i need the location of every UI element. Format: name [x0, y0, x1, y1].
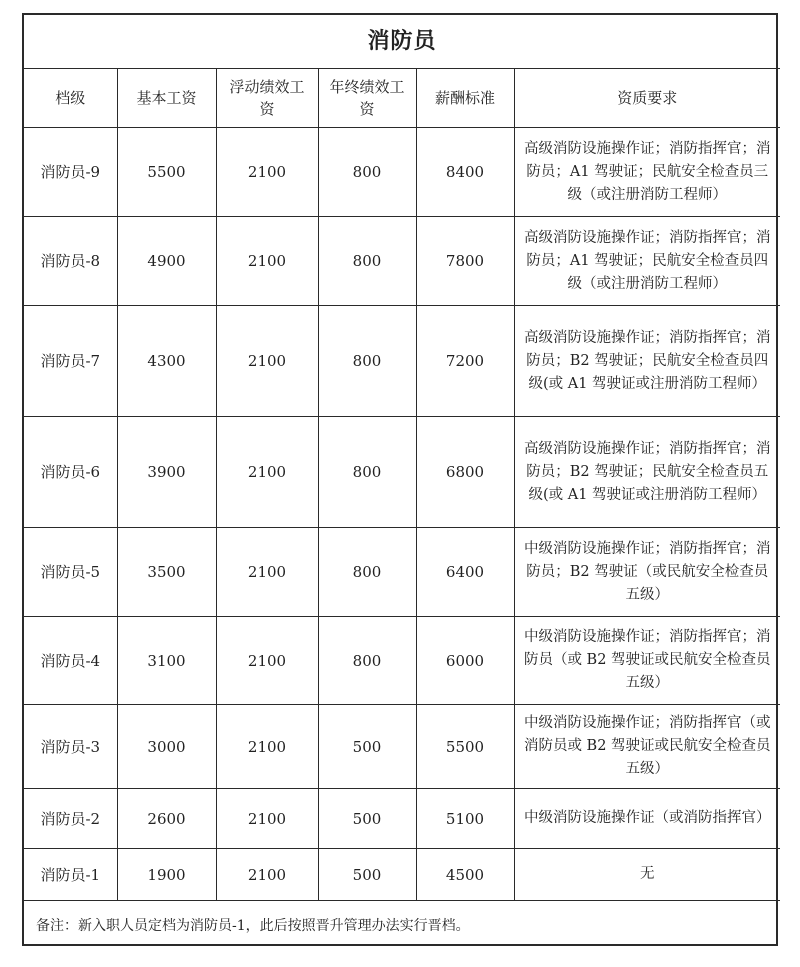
total-cell: 6400 [416, 528, 514, 617]
annual-cell: 800 [318, 528, 416, 617]
annual-cell: 800 [318, 128, 416, 217]
table-row [24, 217, 780, 306]
table-row [24, 128, 780, 217]
table-title: 消防员 [24, 15, 780, 69]
annual-cell: 500 [318, 789, 416, 849]
base-cell: 2600 [117, 789, 216, 849]
floating-cell: 2100 [216, 617, 318, 705]
total-cell: 6800 [416, 417, 514, 528]
requirement-cell: 高级消防设施操作证；消防指挥官；消防员；B2 驾驶证；民航安全检查员四级(或 A1 驾驶证或注册消防工程师） [514, 306, 780, 417]
requirement-cell: 高级消防设施操作证；消防指挥官；消防员；A1 驾驶证；民航安全检查员四级（或注册消防工程师） [514, 217, 780, 306]
annual-cell: 800 [318, 617, 416, 705]
level-cell: 消防员-5 [24, 528, 117, 617]
requirement-cell: 中级消防设施操作证；消防指挥官；消防员；B2 驾驶证（或民航安全检查员五级） [514, 528, 780, 617]
floating-cell: 2100 [216, 705, 318, 789]
base-cell: 3000 [117, 705, 216, 789]
header-floating-performance: 浮动绩效工资 [216, 69, 318, 128]
table-row [24, 617, 780, 705]
annual-cell: 500 [318, 849, 416, 901]
table-row [24, 789, 780, 849]
floating-cell: 2100 [216, 417, 318, 528]
base-cell: 3500 [117, 528, 216, 617]
requirement-cell: 高级消防设施操作证；消防指挥官；消防员；B2 驾驶证；民航安全检查员五级(或 A1 驾驶证或注册消防工程师） [514, 417, 780, 528]
table-row [24, 705, 780, 789]
level-cell: 消防员-1 [24, 849, 117, 901]
requirement-cell: 高级消防设施操作证；消防指挥官；消防员；A1 驾驶证；民航安全检查员三级（或注册消防工程师） [514, 128, 780, 217]
total-cell: 4500 [416, 849, 514, 901]
base-cell: 3900 [117, 417, 216, 528]
header-salary-standard: 薪酬标准 [416, 69, 514, 128]
salary-table [24, 15, 780, 950]
table-row [24, 417, 780, 528]
annual-cell: 800 [318, 217, 416, 306]
requirement-cell: 中级消防设施操作证（或消防指挥官） [514, 789, 780, 849]
annual-cell: 800 [318, 417, 416, 528]
annual-cell: 800 [318, 306, 416, 417]
annual-cell: 500 [318, 705, 416, 789]
floating-cell: 2100 [216, 306, 318, 417]
header-row [24, 69, 780, 128]
total-cell: 7800 [416, 217, 514, 306]
base-cell: 5500 [117, 128, 216, 217]
header-annual-performance: 年终绩效工资 [318, 69, 416, 128]
table-row [24, 306, 780, 417]
total-cell: 5100 [416, 789, 514, 849]
level-cell: 消防员-2 [24, 789, 117, 849]
level-cell: 消防员-9 [24, 128, 117, 217]
salary-table-frame [22, 13, 778, 946]
total-cell: 5500 [416, 705, 514, 789]
total-cell: 7200 [416, 306, 514, 417]
level-cell: 消防员-4 [24, 617, 117, 705]
requirement-cell: 中级消防设施操作证；消防指挥官（或消防员或 B2 驾驶证或民航安全检查员五级） [514, 705, 780, 789]
header-base-salary: 基本工资 [117, 69, 216, 128]
base-cell: 4300 [117, 306, 216, 417]
floating-cell: 2100 [216, 849, 318, 901]
level-cell: 消防员-3 [24, 705, 117, 789]
base-cell: 3100 [117, 617, 216, 705]
table-row [24, 849, 780, 901]
base-cell: 1900 [117, 849, 216, 901]
total-cell: 6000 [416, 617, 514, 705]
header-qualification: 资质要求 [514, 69, 780, 128]
table-note: 备注：新入职人员定档为消防员-1，此后按照晋升管理办法实行晋档。 [24, 901, 780, 951]
floating-cell: 2100 [216, 789, 318, 849]
level-cell: 消防员-7 [24, 306, 117, 417]
header-level: 档级 [24, 69, 117, 128]
level-cell: 消防员-8 [24, 217, 117, 306]
table-row [24, 528, 780, 617]
floating-cell: 2100 [216, 217, 318, 306]
total-cell: 8400 [416, 128, 514, 217]
requirement-cell: 中级消防设施操作证；消防指挥官；消防员（或 B2 驾驶证或民航安全检查员五级） [514, 617, 780, 705]
requirement-cell: 无 [514, 849, 780, 901]
floating-cell: 2100 [216, 528, 318, 617]
level-cell: 消防员-6 [24, 417, 117, 528]
base-cell: 4900 [117, 217, 216, 306]
floating-cell: 2100 [216, 128, 318, 217]
